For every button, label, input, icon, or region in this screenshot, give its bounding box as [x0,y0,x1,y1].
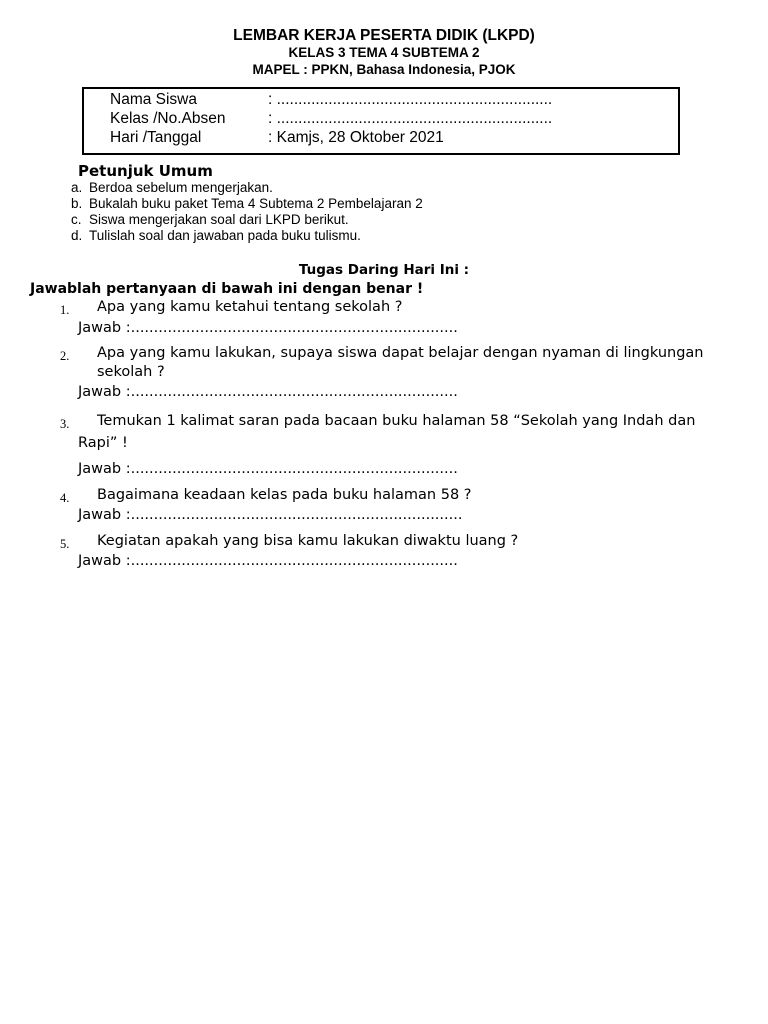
question-text-continued: Rapi” ! [78,435,128,451]
question-number: 4. [60,491,70,505]
answer-line[interactable]: Jawab :....................................................................... [78,461,458,477]
instruction-item: Berdoa sebelum mengerjakan. [89,180,273,195]
instructions-heading: Petunjuk Umum [78,162,213,180]
question-number: 1. [60,303,70,317]
question-number: 5. [60,537,70,551]
class-number-label: Kelas /No.Absen [110,110,226,127]
instruction-item: Siswa mengerjakan soal dari LKPD berikut. [89,212,349,227]
question-text-continued: sekolah ? [97,364,165,380]
answer-line[interactable]: Jawab :........................................................................ [78,507,463,523]
subject-line: MAPEL : PPKN, Bahasa Indonesia, PJOK [252,62,516,77]
student-name-field[interactable]: : ................................................................ [268,91,553,108]
question-number: 2. [60,349,70,363]
task-intro: Jawablah pertanyaan di bawah ini dengan benar ! [30,281,424,297]
day-date-label: Hari /Tanggal [110,129,202,146]
question-text: Bagaimana keadaan kelas pada buku halaman 58 ? [97,487,472,503]
day-date-value: : Kamjs, 28 Oktober 2021 [268,129,444,146]
class-number-field[interactable]: : ................................................................ [268,110,553,127]
answer-line[interactable]: Jawab :....................................................................... [78,553,458,569]
question-text: Kegiatan apakah yang bisa kamu lakukan diwaktu luang ? [97,533,519,549]
question-text: Apa yang kamu lakukan, supaya siswa dapat belajar dengan nyaman di lingkungan [97,345,704,361]
task-heading: Tugas Daring Hari Ini : [298,262,470,278]
instruction-marker: b. [71,196,83,211]
answer-line[interactable]: Jawab :....................................................................... [78,384,458,400]
document-title: LEMBAR KERJA PESERTA DIDIK (LKPD) [233,27,535,44]
answer-line[interactable]: Jawab :....................................................................... [78,320,458,336]
instruction-item: Tulislah soal dan jawaban pada buku tulismu. [89,228,361,243]
question-number: 3. [60,417,70,431]
student-name-label: Nama Siswa [110,91,197,108]
question-text: Apa yang kamu ketahui tentang sekolah ? [97,299,403,315]
instruction-item: Bukalah buku paket Tema 4 Subtema 2 Pembelajaran 2 [89,196,423,211]
instruction-marker: d. [71,228,83,243]
class-line: KELAS 3 TEMA 4 SUBTEMA 2 [288,45,480,60]
question-text: Temukan 1 kalimat saran pada bacaan buku halaman 58 “Sekolah yang Indah dan [97,413,696,429]
instruction-marker: a. [71,180,83,195]
instruction-marker: c. [71,212,82,227]
